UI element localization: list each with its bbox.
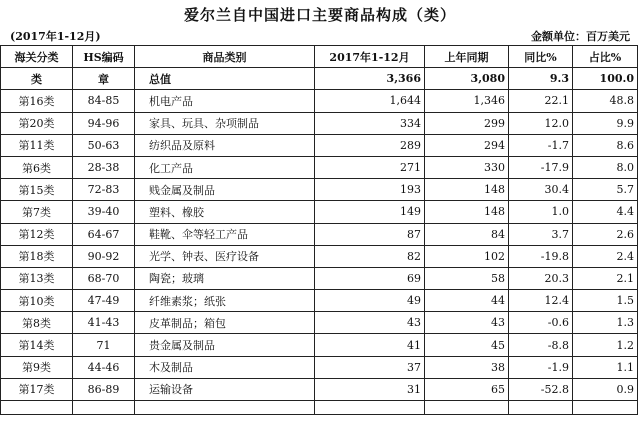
class-cell: 第14类 — [1, 334, 73, 356]
report-period: (2017年1-12月) — [10, 30, 101, 43]
current-value-cell: 69 — [315, 267, 425, 289]
yoy-cell: 20.3 — [509, 267, 573, 289]
header-category: 商品类别 — [135, 46, 315, 68]
class-cell: 第18类 — [1, 245, 73, 267]
category-cell: 贵金属及制品 — [135, 334, 315, 356]
total-yoy-cell: 9.3 — [509, 68, 573, 90]
current-value-cell: 41 — [315, 334, 425, 356]
table-row — [1, 134, 638, 156]
yoy-cell: -17.9 — [509, 156, 573, 178]
category-cell: 纺织品及原料 — [135, 134, 315, 156]
class-cell: 第12类 — [1, 223, 73, 245]
share-cell: 1.3 — [573, 312, 638, 334]
class-cell: 第20类 — [1, 112, 73, 134]
import-composition-table — [0, 45, 638, 415]
table-row — [1, 201, 638, 223]
current-value-cell: 49 — [315, 290, 425, 312]
category-cell: 光学、钟表、医疗设备 — [135, 245, 315, 267]
hs-code-cell: 50-63 — [73, 134, 135, 156]
current-value-cell: 289 — [315, 134, 425, 156]
prior-value-cell: 294 — [425, 134, 509, 156]
prior-value-cell: 43 — [425, 312, 509, 334]
category-cell: 贱金属及制品 — [135, 179, 315, 201]
class-cell: 第10类 — [1, 290, 73, 312]
table-row — [1, 378, 638, 400]
class-cell: 第7类 — [1, 201, 73, 223]
prior-value-cell: 45 — [425, 334, 509, 356]
category-cell: 运输设备 — [135, 378, 315, 400]
current-value-cell: 31 — [315, 378, 425, 400]
prior-value-cell: 102 — [425, 245, 509, 267]
category-cell: 木及制品 — [135, 356, 315, 378]
share-cell: 48.8 — [573, 90, 638, 112]
hs-code-cell: 44-46 — [73, 356, 135, 378]
class-cell: 第16类 — [1, 90, 73, 112]
category-cell: 鞋靴、伞等轻工产品 — [135, 223, 315, 245]
yoy-cell: 1.0 — [509, 201, 573, 223]
share-cell: 1.1 — [573, 356, 638, 378]
table-row — [1, 156, 638, 178]
table-row — [1, 112, 638, 134]
table-row — [1, 267, 638, 289]
yoy-cell: -52.8 — [509, 378, 573, 400]
empty-cell — [315, 401, 425, 415]
prior-value-cell: 38 — [425, 356, 509, 378]
yoy-cell: -8.8 — [509, 334, 573, 356]
hs-code-cell: 47-49 — [73, 290, 135, 312]
share-cell: 1.5 — [573, 290, 638, 312]
empty-cell — [135, 401, 315, 415]
current-value-cell: 149 — [315, 201, 425, 223]
header-prior-period: 上年同期 — [425, 46, 509, 68]
total-share-cell: 100.0 — [573, 68, 638, 90]
yoy-cell: -1.9 — [509, 356, 573, 378]
yoy-cell: -1.7 — [509, 134, 573, 156]
class-cell: 第6类 — [1, 156, 73, 178]
header-current-period: 2017年1-12月 — [315, 46, 425, 68]
share-cell: 8.6 — [573, 134, 638, 156]
header-yoy: 同比% — [509, 46, 573, 68]
category-cell: 化工产品 — [135, 156, 315, 178]
current-value-cell: 334 — [315, 112, 425, 134]
share-cell: 1.2 — [573, 334, 638, 356]
current-value-cell: 1,644 — [315, 90, 425, 112]
category-cell: 皮革制品；箱包 — [135, 312, 315, 334]
share-cell: 2.6 — [573, 223, 638, 245]
table-row — [1, 334, 638, 356]
yoy-cell: -19.8 — [509, 245, 573, 267]
class-cell: 第11类 — [1, 134, 73, 156]
current-value-cell: 82 — [315, 245, 425, 267]
prior-value-cell: 1,346 — [425, 90, 509, 112]
hs-code-cell: 64-67 — [73, 223, 135, 245]
hs-code-cell: 94-96 — [73, 112, 135, 134]
category-cell: 纤维素浆；纸张 — [135, 290, 315, 312]
prior-value-cell: 148 — [425, 179, 509, 201]
class-cell: 第17类 — [1, 378, 73, 400]
empty-cell — [1, 401, 73, 415]
category-cell: 家具、玩具、杂项制品 — [135, 112, 315, 134]
hs-code-cell: 41-43 — [73, 312, 135, 334]
share-cell: 4.4 — [573, 201, 638, 223]
total-current-cell: 3,366 — [315, 68, 425, 90]
hs-code-cell: 71 — [73, 334, 135, 356]
amount-unit: 金额单位：百万美元 — [531, 30, 630, 43]
category-cell: 机电产品 — [135, 90, 315, 112]
yoy-cell: 30.4 — [509, 179, 573, 201]
share-cell: 2.4 — [573, 245, 638, 267]
class-cell: 第9类 — [1, 356, 73, 378]
empty-cell — [573, 401, 638, 415]
prior-value-cell: 84 — [425, 223, 509, 245]
empty-cell — [73, 401, 135, 415]
prior-value-cell: 65 — [425, 378, 509, 400]
current-value-cell: 271 — [315, 156, 425, 178]
yoy-cell: 12.4 — [509, 290, 573, 312]
current-value-cell: 193 — [315, 179, 425, 201]
share-cell: 5.7 — [573, 179, 638, 201]
report-title: 爱尔兰自中国进口主要商品构成（类） — [183, 6, 456, 24]
yoy-cell: 22.1 — [509, 90, 573, 112]
hs-code-cell: 84-85 — [73, 90, 135, 112]
share-cell: 8.0 — [573, 156, 638, 178]
category-cell: 塑料、橡胶 — [135, 201, 315, 223]
current-value-cell: 87 — [315, 223, 425, 245]
table-row — [1, 223, 638, 245]
empty-cell — [425, 401, 509, 415]
total-class-cell: 类 — [1, 68, 73, 90]
class-cell: 第8类 — [1, 312, 73, 334]
share-cell: 0.9 — [573, 378, 638, 400]
header-customs-class: 海关分类 — [1, 46, 73, 68]
total-chapter-cell: 章 — [73, 68, 135, 90]
share-cell: 2.1 — [573, 267, 638, 289]
hs-code-cell: 86-89 — [73, 378, 135, 400]
share-cell: 9.9 — [573, 112, 638, 134]
table-row-cutoff — [1, 401, 638, 415]
hs-code-cell: 39-40 — [73, 201, 135, 223]
hs-code-cell: 28-38 — [73, 156, 135, 178]
prior-value-cell: 330 — [425, 156, 509, 178]
empty-cell — [509, 401, 573, 415]
table-row — [1, 179, 638, 201]
class-cell: 第13类 — [1, 267, 73, 289]
prior-value-cell: 44 — [425, 290, 509, 312]
prior-value-cell: 299 — [425, 112, 509, 134]
hs-code-cell: 90-92 — [73, 245, 135, 267]
yoy-cell: 12.0 — [509, 112, 573, 134]
hs-code-cell: 68-70 — [73, 267, 135, 289]
current-value-cell: 37 — [315, 356, 425, 378]
yoy-cell: -0.6 — [509, 312, 573, 334]
table-row — [1, 90, 638, 112]
total-row — [1, 68, 638, 90]
total-prior-cell: 3,080 — [425, 68, 509, 90]
prior-value-cell: 58 — [425, 267, 509, 289]
yoy-cell: 3.7 — [509, 223, 573, 245]
hs-code-cell: 72-83 — [73, 179, 135, 201]
header-hs-code: HS编码 — [73, 46, 135, 68]
table-row — [1, 290, 638, 312]
total-label-cell: 总值 — [135, 68, 315, 90]
prior-value-cell: 148 — [425, 201, 509, 223]
current-value-cell: 43 — [315, 312, 425, 334]
table-row — [1, 312, 638, 334]
table-row — [1, 356, 638, 378]
category-cell: 陶瓷；玻璃 — [135, 267, 315, 289]
table-row — [1, 245, 638, 267]
class-cell: 第15类 — [1, 179, 73, 201]
table-header-row — [1, 46, 638, 68]
header-share: 占比% — [573, 46, 638, 68]
